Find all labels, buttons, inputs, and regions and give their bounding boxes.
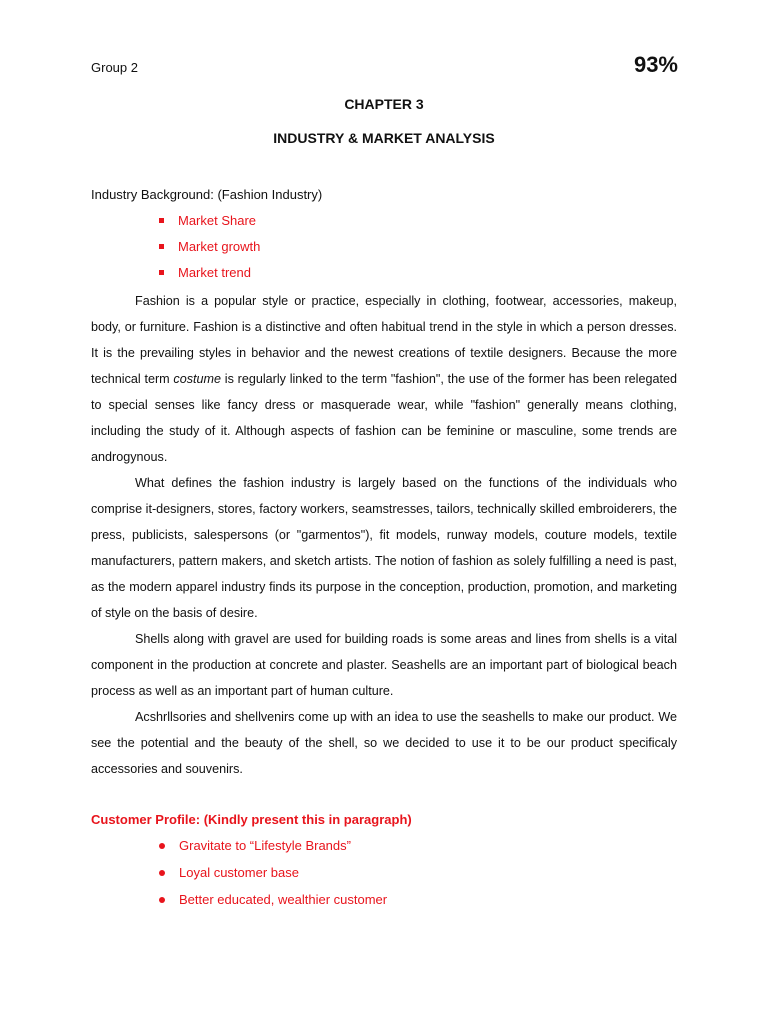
chapter-title: INDUSTRY & MARKET ANALYSIS — [273, 130, 495, 146]
body-text — [91, 288, 677, 782]
bullet-item-educated-customer — [159, 892, 387, 907]
bullet-item-market-share — [159, 213, 256, 228]
customer-profile-heading — [91, 812, 412, 827]
customer-profile-label: Customer Profile: — [91, 812, 204, 827]
round-bullet-icon — [159, 870, 165, 876]
bullet-item-market-trend — [159, 265, 251, 280]
bullet-text: Better educated, wealthier customer — [179, 892, 388, 907]
industry-background-heading: Industry Background: (Fashion Industry) — [91, 187, 323, 202]
bullet-text: Market growth — [178, 239, 261, 254]
bullet-text: Gravitate to “Lifestyle Brands” — [179, 838, 351, 853]
bullet-item-lifestyle-brands — [159, 838, 351, 853]
round-bullet-icon — [159, 843, 165, 849]
square-bullet-icon — [159, 218, 164, 223]
bullet-text: Loyal customer base — [179, 865, 299, 880]
bullet-item-loyal-customer — [159, 865, 299, 880]
round-bullet-icon — [159, 897, 165, 903]
paragraph-shells: Shells along with gravel are used for building roads is some areas and lines from shells is a vital component in the production at concrete and plaster. Seashells are an important part of biological beach process as well as an important part of human culture. — [91, 632, 677, 698]
bullet-text: Market trend — [178, 265, 251, 280]
paragraph-fashion-definition: Fashion is a popular style or practice, especially in clothing, footwear, accessories, makeup, body, or furniture. Fashion is a distinctive and often habitual trend in the style in which a person dresses. It is the prevailing styles in behavior and the newest creations of textile designers. Because the more technical term costume is regularly linked to the term "fashion", the use of the former has been relegated to special senses like fancy dress or masquerade wear, while "fashion" generally means clothing, including the study of it. Although aspects of fashion can be feminine or masculine, some trends are androgynous. — [91, 294, 678, 464]
customer-profile-note: (Kindly present this in paragraph) — [203, 812, 412, 827]
score-label: 93% — [633, 52, 678, 77]
bullet-text: Market Share — [178, 213, 257, 228]
emphasis-costume: costume — [173, 372, 222, 386]
square-bullet-icon — [159, 244, 164, 249]
square-bullet-icon — [159, 270, 164, 275]
paragraph-product-idea: Acshrllsories and shellvenirs come up with an idea to use the seashells to make our product. We see the potential and the beauty of the shell, so we decided to use it to be our product specificaly accessories and souvenirs. — [91, 710, 677, 776]
group-label: Group 2 — [91, 60, 138, 75]
paragraph-fashion-industry: What defines the fashion industry is largely based on the functions of the individuals who comprise it-designers, stores, factory workers, seamstresses, tailors, technically skilled embroiderers, the press, publicists, salespersons (or "garmentos"), fit models, runway models, couture models, textile manufacturers, pattern makers, and sketch artists. The notion of fashion as solely fulfilling a need is past, as the modern apparel industry finds its purpose in the conception, production, promotion, and marketing of style on the basis of desire. — [91, 476, 677, 620]
chapter-number: CHAPTER 3 — [344, 96, 424, 112]
bullet-item-market-growth — [159, 239, 260, 254]
